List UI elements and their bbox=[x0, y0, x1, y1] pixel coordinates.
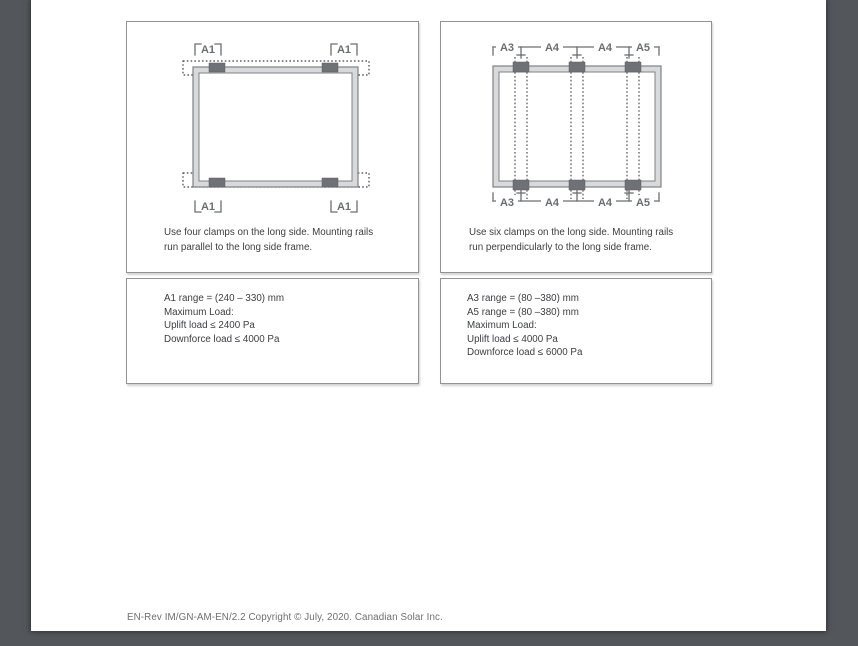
spec-box-four-clamps bbox=[126, 278, 419, 384]
caption-line: Use six clamps on the long side. Mounting rails bbox=[469, 227, 674, 238]
clamp-bottom-3 bbox=[625, 180, 641, 190]
figure-caption bbox=[164, 225, 373, 255]
diagram-six-clamps bbox=[441, 22, 711, 222]
clamp-bottom-1 bbox=[513, 180, 529, 190]
caption-line: run perpendicularly to the long side frame. bbox=[469, 242, 652, 253]
footer-text: EN-Rev IM/GN-AM-EN/2.2 Copyright © July, 2020. Canadian Solar Inc. bbox=[127, 612, 443, 623]
clamp-bottom-left bbox=[209, 178, 225, 187]
dim-label-a3: A3 bbox=[499, 42, 515, 54]
dim-label-a1: A1 bbox=[200, 201, 216, 213]
figure-box-six-clamps bbox=[440, 21, 712, 273]
clamp-top-2 bbox=[569, 62, 585, 72]
spec-line: Maximum Load: bbox=[467, 320, 537, 331]
dimension-line-bottom bbox=[493, 190, 659, 209]
dim-label-a5: A5 bbox=[635, 197, 651, 209]
spec-line: Uplift load ≤ 2400 Pa bbox=[164, 320, 255, 331]
dim-label-a3: A3 bbox=[499, 197, 515, 209]
clamp-bottom-2 bbox=[569, 180, 585, 190]
dim-label-a1: A1 bbox=[200, 44, 216, 56]
dimension-mark-bottom-left bbox=[195, 201, 221, 213]
spec-line: Downforce load ≤ 6000 Pa bbox=[467, 347, 583, 358]
figure-box-four-clamps bbox=[126, 21, 419, 273]
figure-caption bbox=[469, 225, 673, 255]
spec-line: Uplift load ≤ 4000 Pa bbox=[467, 333, 558, 345]
spec-line: A1 range = (240 – 330) mm bbox=[164, 293, 285, 304]
dim-label-a1: A1 bbox=[336, 44, 352, 56]
diagram-four-clamps bbox=[127, 22, 418, 222]
clamp-top-right bbox=[322, 63, 338, 72]
caption-line: Use four clamps on the long side. Mounting rails bbox=[164, 227, 374, 238]
clamp-bottom-right bbox=[322, 178, 338, 187]
document-page bbox=[31, 0, 826, 631]
caption-line: run parallel to the long side frame. bbox=[164, 242, 313, 253]
dim-label-a4: A4 bbox=[544, 197, 560, 209]
spec-box-six-clamps bbox=[440, 278, 712, 384]
dim-label-a1: A1 bbox=[336, 201, 352, 213]
clamp-top-1 bbox=[513, 62, 529, 72]
clamp-top-3 bbox=[625, 62, 641, 72]
dimension-mark-bottom-right bbox=[331, 201, 357, 213]
dimension-mark-top-left bbox=[195, 44, 221, 56]
dim-label-a4: A4 bbox=[544, 42, 560, 54]
dim-label-a4: A4 bbox=[597, 42, 613, 54]
panel-frame-inner bbox=[199, 73, 352, 181]
dimension-mark-top-right bbox=[331, 44, 357, 56]
spec-line: A5 range = (80 –380) mm bbox=[467, 306, 579, 318]
spec-line: Downforce load ≤ 4000 Pa bbox=[164, 333, 280, 345]
clamp-top-left bbox=[209, 63, 225, 72]
dimension-line-top bbox=[493, 41, 659, 58]
dim-label-a4: A4 bbox=[597, 197, 613, 209]
dim-label-a5: A5 bbox=[635, 42, 651, 54]
spec-line: A3 range = (80 –380) mm bbox=[467, 293, 579, 304]
spec-line: Maximum Load: bbox=[164, 306, 234, 318]
panel-frame-inner bbox=[499, 72, 655, 181]
